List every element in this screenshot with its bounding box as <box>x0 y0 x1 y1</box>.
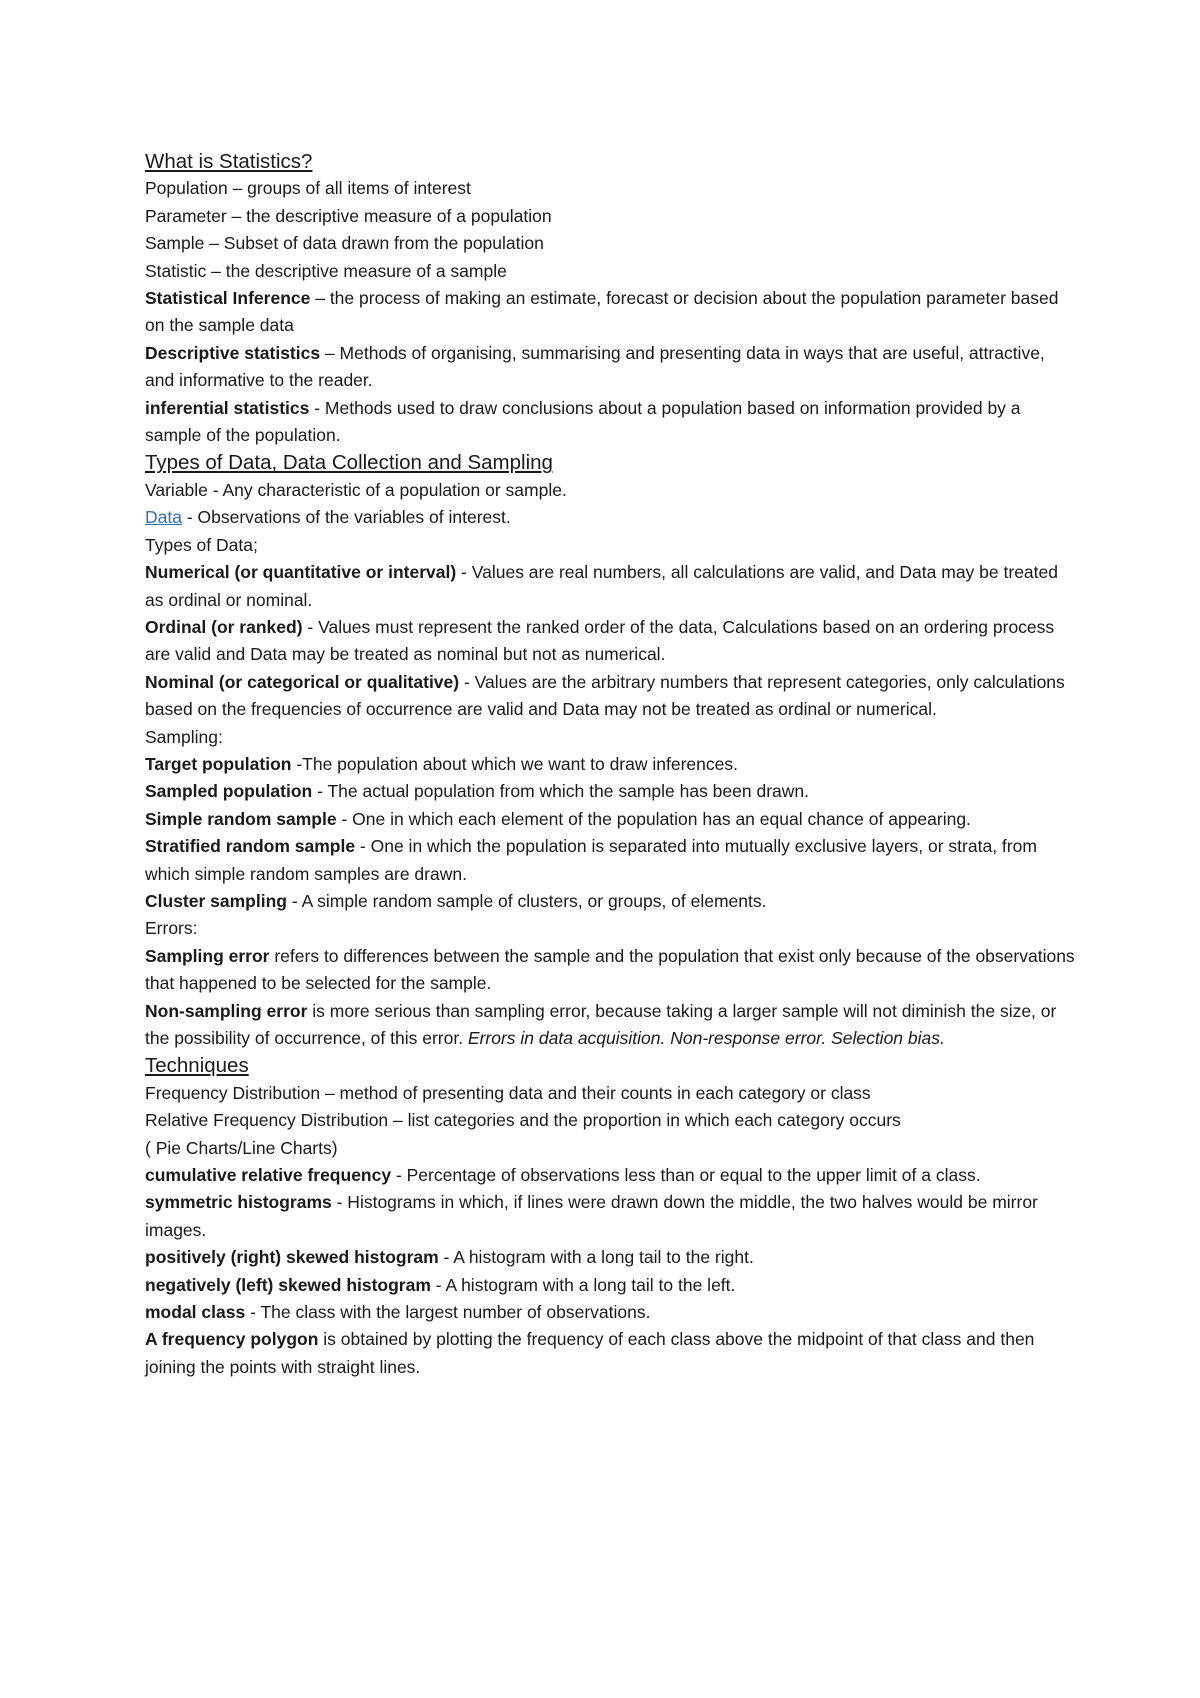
term: inferential statistics <box>145 397 310 418</box>
definition-text: - The class with the largest number of observations. <box>245 1302 651 1323</box>
definition-text: - Values must represent the ranked order of the data, Calculations based on an ordering process are valid and Data may be treated as nominal but not as numerical. <box>145 616 1055 665</box>
term: Cluster sampling <box>145 890 287 911</box>
heading-what-is-statistics: What is Statistics? <box>145 150 313 173</box>
definition-text: - Methods used to draw conclusions about a population based on information provided by a sample of the population. <box>145 397 1021 446</box>
heading-types-of-data: Types of Data, Data Collection and Sampling <box>145 451 553 475</box>
term: symmetric histograms <box>145 1192 332 1213</box>
definition-text: -The population about which we want to draw inferences. <box>291 753 738 774</box>
term: Sampled population <box>145 781 313 802</box>
definition-relative-frequency-distribution: Relative Frequency Distribution – list categories and the proportion in which each category occurs <box>145 1110 901 1131</box>
definition-text: - A simple random sample of clusters, or groups, of elements. <box>286 890 767 911</box>
term: Simple random sample <box>145 808 337 829</box>
definition-simple-random-sample <box>145 806 1075 833</box>
sampling-label: Sampling: <box>145 726 223 747</box>
definition-text: is obtained by plotting the frequency of each class above the midpoint of that class and then joining the points with straight lines. <box>145 1329 1035 1377</box>
definition-statistic: Statistic – the descriptive measure of a sample <box>145 260 507 281</box>
term: Ordinal (or ranked) <box>145 616 303 637</box>
definition-statistical-inference <box>145 285 1075 340</box>
definition-text: is more serious than sampling error, because taking a larger sample will not diminish the size, or the possibility of occurrence, of this error. <box>145 1000 1057 1048</box>
data-link[interactable]: Data <box>145 507 182 528</box>
term: A frequency polygon <box>145 1329 319 1350</box>
term: negatively (left) skewed histogram <box>145 1274 431 1295</box>
definition-numerical <box>145 559 1075 614</box>
definition-sampling-error <box>145 943 1075 998</box>
term: Nominal (or categorical or qualitative) <box>145 671 460 692</box>
definition-sample: Sample – Subset of data drawn from the population <box>145 233 544 254</box>
definition-text: refers to differences between the sample and the population that exist only because of the observations that happened to be selected for the sample. <box>145 945 1075 994</box>
definition-text: - A histogram with a long tail to the right. <box>438 1247 754 1268</box>
term: positively (right) skewed histogram <box>145 1247 439 1268</box>
definition-text: – Methods of organising, summarising and presenting data in ways that are useful, attractive, and informative to the reader. <box>145 342 1045 391</box>
definition-sampled-population <box>145 778 1075 805</box>
definition-non-sampling-error <box>145 998 1075 1053</box>
term: Descriptive statistics <box>145 342 321 363</box>
term: Stratified random sample <box>145 836 356 857</box>
definition-inferential-statistics <box>145 395 1075 450</box>
definition-text: - The actual population from which the sample has been drawn. <box>312 781 810 802</box>
chart-types-note: ( Pie Charts/Line Charts) <box>145 1137 338 1158</box>
term: modal class <box>145 1302 246 1323</box>
term: Non-sampling error <box>145 1000 308 1021</box>
definition-descriptive-statistics <box>145 340 1075 395</box>
error-examples: Errors in data acquisition. Non-response error. Selection bias. <box>467 1028 945 1048</box>
definition-parameter: Parameter – the descriptive measure of a population <box>145 205 552 226</box>
definition-frequency-distribution: Frequency Distribution – method of presenting data and their counts in each category or class <box>145 1082 871 1103</box>
definition-text: – the process of making an estimate, forecast or decision about the population parameter based on the sample data <box>145 288 1059 336</box>
errors-label: Errors: <box>145 918 198 939</box>
term: Statistical Inference <box>145 288 311 309</box>
definition-text: - Percentage of observations less than or equal to the upper limit of a class. <box>391 1165 981 1186</box>
document-page <box>145 148 1075 1381</box>
definition-target-population <box>145 751 1075 778</box>
definition-cluster-sampling <box>145 888 1075 915</box>
types-of-data-label: Types of Data; <box>145 534 258 555</box>
definition-nominal <box>145 669 1075 724</box>
definition-text: - One in which each element of the population has an equal chance of appearing. <box>336 808 971 829</box>
term: Target population <box>145 753 292 774</box>
definition-data <box>145 504 1075 531</box>
definition-variable: Variable - Any characteristic of a population or sample. <box>145 479 567 500</box>
definition-modal-class <box>145 1299 1075 1326</box>
definition-text: - Observations of the variables of interest. <box>181 507 511 528</box>
definition-text: - One in which the population is separated into mutually exclusive layers, or strata, from which simple random samples are drawn. <box>145 836 1037 884</box>
definition-text: - Values are real numbers, all calculations are valid, and Data may be treated as ordinal or nominal. <box>145 562 1058 610</box>
definition-ordinal <box>145 614 1075 669</box>
definition-text: - A histogram with a long tail to the left. <box>430 1274 736 1295</box>
definition-cumulative-relative-frequency <box>145 1162 1075 1189</box>
term: cumulative relative frequency <box>145 1165 392 1186</box>
heading-techniques: Techniques <box>145 1054 249 1078</box>
definition-stratified-random-sample <box>145 833 1075 888</box>
definition-population: Population – groups of all items of interest <box>145 178 471 199</box>
definition-positively-skewed <box>145 1244 1075 1271</box>
definition-negatively-skewed <box>145 1272 1075 1299</box>
definition-symmetric-histograms <box>145 1189 1075 1244</box>
term: Numerical (or quantitative or interval) <box>145 562 457 583</box>
definition-frequency-polygon <box>145 1326 1075 1381</box>
definition-text: - Values are the arbitrary numbers that represent categories, only calculations based on the frequencies of occurrence are valid and Data may not be treated as ordinal or numerical. <box>145 671 1065 720</box>
definition-text: - Histograms in which, if lines were drawn down the middle, the two halves would be mirror images. <box>145 1192 1038 1240</box>
term: Sampling error <box>145 945 270 966</box>
